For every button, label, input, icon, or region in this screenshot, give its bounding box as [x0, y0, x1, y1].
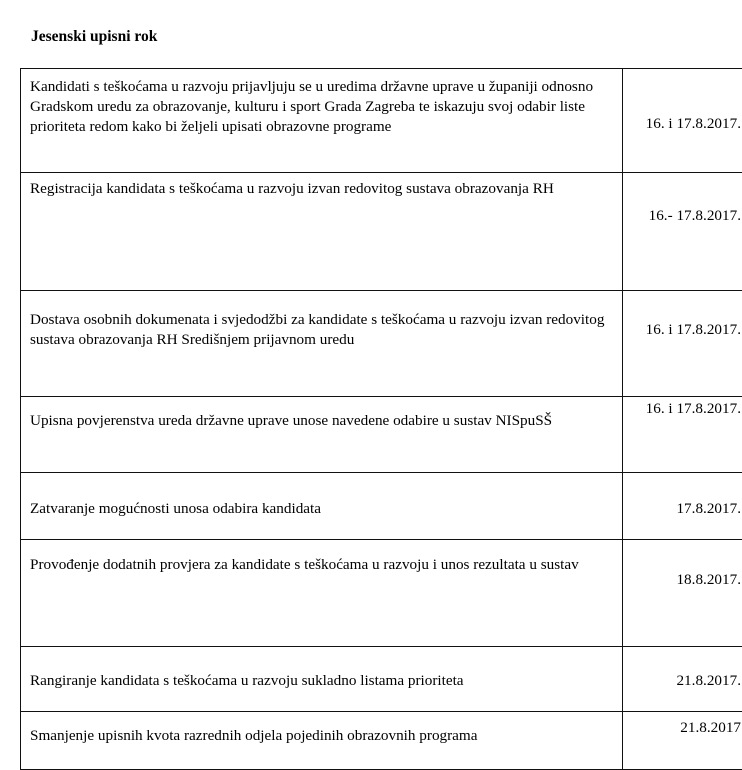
schedule-table — [20, 68, 742, 770]
activity-date: 16. i 17.8.2017. — [623, 291, 742, 397]
activity-date: 16.- 17.8.2017. — [623, 173, 742, 291]
activity-description: Dostava osobnih dokumenata i svjedodžbi za kandidate s teškoćama u razvoju izvan redovitog sustava obrazovanja RH Središnjem prijavnom uredu — [21, 291, 623, 397]
document-heading: Jesenski upisni rok — [31, 27, 157, 47]
table-row — [21, 647, 742, 712]
activity-date: 18.8.2017. — [623, 540, 742, 647]
table-row — [21, 69, 742, 173]
activity-description: Upisna povjerenstva ureda državne uprave unose navedene odabire u sustav NISpuSŠ — [21, 397, 623, 473]
activity-description: Provođenje dodatnih provjera za kandidate s teškoćama u razvoju i unos rezultata u sustav — [21, 540, 623, 647]
activity-description: Zatvaranje mogućnosti unosa odabira kandidata — [21, 473, 623, 540]
activity-date: 21.8.2017. — [623, 647, 742, 712]
activity-description: Smanjenje upisnih kvota razrednih odjela pojedinih obrazovnih programa — [21, 712, 623, 770]
table-row — [21, 173, 742, 291]
activity-date: 16. i 17.8.2017. — [623, 69, 742, 173]
table-row — [21, 540, 742, 647]
activity-date: 16. i 17.8.2017. — [623, 397, 742, 473]
table-row — [21, 291, 742, 397]
table-row — [21, 397, 742, 473]
activity-description: Rangiranje kandidata s teškoćama u razvoju sukladno listama prioriteta — [21, 647, 623, 712]
activity-description: Registracija kandidata s teškoćama u razvoju izvan redovitog sustava obrazovanja RH — [21, 173, 623, 291]
activity-date: 17.8.2017. — [623, 473, 742, 540]
table-row — [21, 473, 742, 540]
table-row — [21, 712, 742, 770]
activity-description: Kandidati s teškoćama u razvoju prijavljuju se u uredima državne uprave u županiji odnosno Gradskom uredu za obrazovanje, kulturu i sport Grada Zagreba te iskazuju svoj odabir liste prioriteta redom kako bi željeli upisati obrazovne programe — [21, 69, 623, 173]
activity-date: 21.8.2017 — [623, 712, 742, 770]
